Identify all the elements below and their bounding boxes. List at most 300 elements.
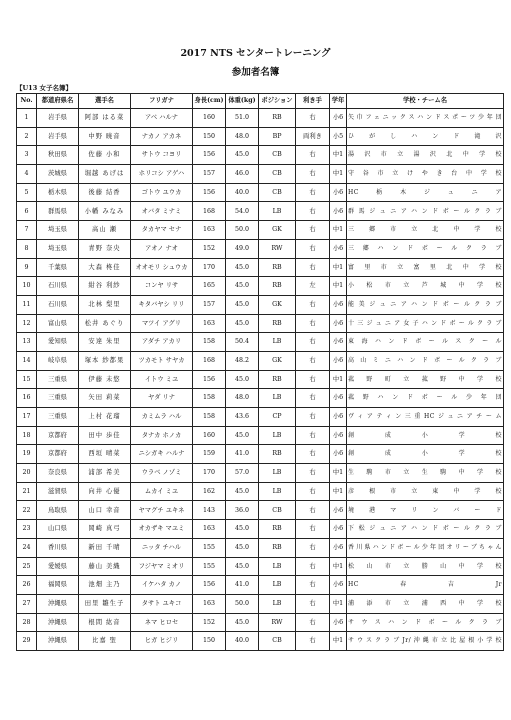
- cell-grade: 中1: [330, 482, 347, 501]
- cell-no: 26: [17, 576, 37, 595]
- cell-player-name: 北林 梨里: [79, 295, 131, 314]
- cell-no: 4: [17, 165, 37, 184]
- cell-team: HC栃木ジュニア: [347, 183, 504, 202]
- column-header-team: 学校・チーム名: [347, 94, 504, 109]
- table-row: [17, 277, 504, 296]
- cell-team: 東海ハンドボールスクール: [347, 333, 504, 352]
- cell-position: LB: [259, 464, 296, 483]
- cell-weight: 48.2: [226, 351, 259, 370]
- cell-prefecture: 鳥取県: [37, 501, 79, 520]
- cell-grade: 小6: [330, 445, 347, 464]
- cell-grade: 中1: [330, 464, 347, 483]
- cell-prefecture: 岩手県: [37, 127, 79, 146]
- cell-team: サウスクラブJr/沖縄市立比屋根小学校: [347, 632, 504, 651]
- cell-no: 21: [17, 482, 37, 501]
- cell-no: 23: [17, 520, 37, 539]
- cell-furigana: オカザキ マユミ: [131, 520, 193, 539]
- cell-weight: 40.0: [226, 183, 259, 202]
- cell-team: 十三ジュニア女子ハンドボールクラブ: [347, 314, 504, 333]
- cell-position: CB: [259, 632, 296, 651]
- table-row: [17, 370, 504, 389]
- cell-no: 11: [17, 295, 37, 314]
- cell-player-name: 小幡 みなみ: [79, 202, 131, 221]
- cell-player-name: 新田 千晴: [79, 538, 131, 557]
- cell-position: GK: [259, 351, 296, 370]
- cell-no: 18: [17, 426, 37, 445]
- cell-grade: 小6: [330, 520, 347, 539]
- cell-furigana: アベ ハルナ: [131, 109, 193, 128]
- cell-furigana: オオモリ シュウカ: [131, 258, 193, 277]
- cell-player-name: 向井 心優: [79, 482, 131, 501]
- cell-prefecture: 愛知県: [37, 333, 79, 352]
- cell-furigana: イケハタ カノ: [131, 576, 193, 595]
- cell-weight: 41.0: [226, 576, 259, 595]
- roster-body: [17, 109, 504, 651]
- cell-dominant-hand: 右: [296, 557, 330, 576]
- cell-weight: 36.0: [226, 501, 259, 520]
- cell-furigana: カミムラ ハル: [131, 408, 193, 427]
- cell-team: 松山市立勝山中学校: [347, 557, 504, 576]
- cell-prefecture: 沖縄県: [37, 613, 79, 632]
- cell-weight: 43.6: [226, 408, 259, 427]
- cell-position: CB: [259, 501, 296, 520]
- cell-no: 6: [17, 202, 37, 221]
- cell-dominant-hand: 右: [296, 501, 330, 520]
- table-row: [17, 613, 504, 632]
- cell-position: GK: [259, 221, 296, 240]
- cell-team: 下松ジュニアハンドボールクラブ: [347, 520, 504, 539]
- cell-weight: 49.0: [226, 239, 259, 258]
- cell-position: RB: [259, 277, 296, 296]
- cell-no: 1: [17, 109, 37, 128]
- cell-height: 150: [193, 632, 226, 651]
- cell-no: 9: [17, 258, 37, 277]
- table-row: [17, 183, 504, 202]
- table-row: [17, 109, 504, 128]
- cell-furigana: ヤマグチ ユキネ: [131, 501, 193, 520]
- cell-player-name: 阿部 はる菜: [79, 109, 131, 128]
- cell-team: 創成小学校: [347, 445, 504, 464]
- cell-height: 156: [193, 370, 226, 389]
- cell-grade: 中1: [330, 146, 347, 165]
- cell-no: 10: [17, 277, 37, 296]
- cell-dominant-hand: 右: [296, 370, 330, 389]
- cell-team: 香川県ハンドボール少年団オリーブちゃん: [347, 538, 504, 557]
- cell-dominant-hand: 右: [296, 520, 330, 539]
- cell-position: RB: [259, 445, 296, 464]
- table-row: [17, 576, 504, 595]
- cell-prefecture: 石川県: [37, 295, 79, 314]
- cell-player-name: 比嘉 聖: [79, 632, 131, 651]
- cell-no: 12: [17, 314, 37, 333]
- cell-grade: 中1: [330, 277, 347, 296]
- cell-weight: 41.0: [226, 445, 259, 464]
- cell-furigana: アオノ ナオ: [131, 239, 193, 258]
- cell-furigana: マツイ アグリ: [131, 314, 193, 333]
- cell-team: サウスハンドボールクラブ: [347, 613, 504, 632]
- table-row: [17, 594, 504, 613]
- cell-no: 5: [17, 183, 37, 202]
- cell-furigana: アダチ アカリ: [131, 333, 193, 352]
- cell-grade: 中1: [330, 557, 347, 576]
- cell-height: 156: [193, 183, 226, 202]
- cell-dominant-hand: 右: [296, 165, 330, 184]
- cell-team: ヴィアティン三重HCジュニアチーム: [347, 408, 504, 427]
- table-row: [17, 520, 504, 539]
- cell-dominant-hand: 右: [296, 183, 330, 202]
- cell-grade: 中1: [330, 165, 347, 184]
- cell-dominant-hand: 右: [296, 613, 330, 632]
- table-row: [17, 127, 504, 146]
- cell-prefecture: 奈良県: [37, 464, 79, 483]
- cell-weight: 57.0: [226, 464, 259, 483]
- cell-prefecture: 岐阜県: [37, 351, 79, 370]
- cell-height: 163: [193, 594, 226, 613]
- table-row: [17, 557, 504, 576]
- cell-grade: 小6: [330, 408, 347, 427]
- cell-height: 170: [193, 464, 226, 483]
- cell-prefecture: 三重県: [37, 389, 79, 408]
- cell-team: 湯沢市立湯沢北中学校: [347, 146, 504, 165]
- cell-grade: 小6: [330, 314, 347, 333]
- cell-furigana: オバタ ミナミ: [131, 202, 193, 221]
- column-header-prefecture: 都道府県名: [37, 94, 79, 109]
- cell-grade: 小5: [330, 127, 347, 146]
- cell-grade: 中1: [330, 594, 347, 613]
- cell-no: 17: [17, 408, 37, 427]
- cell-weight: 50.4: [226, 333, 259, 352]
- cell-furigana: ニシガキ ハルナ: [131, 445, 193, 464]
- cell-dominant-hand: 右: [296, 221, 330, 240]
- cell-dominant-hand: 右: [296, 314, 330, 333]
- cell-no: 22: [17, 501, 37, 520]
- cell-position: LB: [259, 333, 296, 352]
- cell-height: 162: [193, 482, 226, 501]
- cell-furigana: タカヤマ セナ: [131, 221, 193, 240]
- cell-weight: 45.0: [226, 482, 259, 501]
- cell-player-name: 山口 幸音: [79, 501, 131, 520]
- cell-dominant-hand: 右: [296, 295, 330, 314]
- cell-team: 守谷市立けやき台中学校: [347, 165, 504, 184]
- cell-prefecture: 香川県: [37, 538, 79, 557]
- cell-furigana: フジヤマ ミオリ: [131, 557, 193, 576]
- cell-furigana: ウラベ ノゾミ: [131, 464, 193, 483]
- cell-dominant-hand: 右: [296, 408, 330, 427]
- cell-dominant-hand: 両利き: [296, 127, 330, 146]
- cell-weight: 46.0: [226, 165, 259, 184]
- cell-player-name: 青野 奈央: [79, 239, 131, 258]
- cell-grade: 小6: [330, 426, 347, 445]
- cell-position: LB: [259, 557, 296, 576]
- cell-no: 14: [17, 351, 37, 370]
- cell-height: 157: [193, 165, 226, 184]
- cell-height: 156: [193, 576, 226, 595]
- cell-weight: 45.0: [226, 538, 259, 557]
- cell-prefecture: 石川県: [37, 277, 79, 296]
- cell-weight: 45.0: [226, 314, 259, 333]
- cell-dominant-hand: 右: [296, 464, 330, 483]
- cell-prefecture: 京都府: [37, 426, 79, 445]
- table-row: [17, 445, 504, 464]
- cell-height: 160: [193, 109, 226, 128]
- cell-dominant-hand: 右: [296, 538, 330, 557]
- cell-dominant-hand: 右: [296, 258, 330, 277]
- cell-prefecture: 栃木県: [37, 183, 79, 202]
- cell-prefecture: 富山県: [37, 314, 79, 333]
- cell-weight: 50.0: [226, 221, 259, 240]
- cell-weight: 40.0: [226, 632, 259, 651]
- table-row: [17, 239, 504, 258]
- cell-player-name: 後藤 結香: [79, 183, 131, 202]
- table-row: [17, 165, 504, 184]
- table-row: [17, 501, 504, 520]
- cell-dominant-hand: 右: [296, 576, 330, 595]
- cell-player-name: 中野 暁音: [79, 127, 131, 146]
- cell-furigana: ネマ ヒロセ: [131, 613, 193, 632]
- column-header-no: No.: [17, 94, 37, 109]
- cell-grade: 小6: [330, 239, 347, 258]
- cell-player-name: 西垣 晴菜: [79, 445, 131, 464]
- cell-height: 158: [193, 333, 226, 352]
- cell-player-name: 池畑 主乃: [79, 576, 131, 595]
- cell-no: 13: [17, 333, 37, 352]
- cell-dominant-hand: 右: [296, 426, 330, 445]
- cell-weight: 45.0: [226, 520, 259, 539]
- column-header-player-name: 選手名: [79, 94, 131, 109]
- column-header-furigana: フリガナ: [131, 94, 193, 109]
- cell-prefecture: 岩手県: [37, 109, 79, 128]
- table-row: [17, 146, 504, 165]
- cell-team: 創成小学校: [347, 426, 504, 445]
- column-header-grade: 学年: [330, 94, 347, 109]
- cell-height: 152: [193, 239, 226, 258]
- cell-dominant-hand: 右: [296, 202, 330, 221]
- cell-weight: 54.0: [226, 202, 259, 221]
- cell-weight: 45.0: [226, 258, 259, 277]
- cell-team: 矢巾フェニックスハンドスポーツ少年団: [347, 109, 504, 128]
- column-header-weight: 体重(kg): [226, 94, 259, 109]
- cell-dominant-hand: 右: [296, 351, 330, 370]
- table-row: [17, 464, 504, 483]
- cell-position: LB: [259, 594, 296, 613]
- cell-team: 菰野ハンドボール少年団: [347, 389, 504, 408]
- column-header-height: 身長(cm): [193, 94, 226, 109]
- cell-player-name: 松井 あぐり: [79, 314, 131, 333]
- cell-prefecture: 群馬県: [37, 202, 79, 221]
- cell-no: 24: [17, 538, 37, 557]
- cell-prefecture: 山口県: [37, 520, 79, 539]
- cell-team: 三郷市立北中学校: [347, 221, 504, 240]
- cell-weight: 45.0: [226, 426, 259, 445]
- table-row: [17, 389, 504, 408]
- cell-weight: 45.0: [226, 557, 259, 576]
- cell-grade: 小6: [330, 538, 347, 557]
- cell-team: 菰野町立菰野中学校: [347, 370, 504, 389]
- cell-prefecture: 埼玉県: [37, 239, 79, 258]
- cell-no: 15: [17, 370, 37, 389]
- cell-team: 群馬ジュニアハンドボールクラブ: [347, 202, 504, 221]
- cell-player-name: 岡崎 真弓: [79, 520, 131, 539]
- cell-furigana: タサト ユキコ: [131, 594, 193, 613]
- cell-team: ひがしハンド滝沢: [347, 127, 504, 146]
- table-row: [17, 351, 504, 370]
- cell-no: 7: [17, 221, 37, 240]
- cell-furigana: タナカ ホノカ: [131, 426, 193, 445]
- column-header-dominant-hand: 利き手: [296, 94, 330, 109]
- table-row: [17, 538, 504, 557]
- cell-height: 165: [193, 277, 226, 296]
- cell-team: 浦添市立浦西中学校: [347, 594, 504, 613]
- cell-player-name: 高山 瀬: [79, 221, 131, 240]
- table-row: [17, 632, 504, 651]
- cell-no: 20: [17, 464, 37, 483]
- cell-grade: 中1: [330, 632, 347, 651]
- cell-no: 19: [17, 445, 37, 464]
- cell-team: 富里市立富里北中学校: [347, 258, 504, 277]
- cell-grade: 中1: [330, 258, 347, 277]
- table-header-row: [17, 94, 504, 109]
- cell-player-name: 伊藤 未悠: [79, 370, 131, 389]
- cell-furigana: キタバヤシ リリ: [131, 295, 193, 314]
- cell-prefecture: 茨城県: [37, 165, 79, 184]
- cell-height: 158: [193, 389, 226, 408]
- section-label: 【U13 女子名簿】: [16, 84, 72, 92]
- cell-furigana: ヤダ リナ: [131, 389, 193, 408]
- cell-player-name: 矢田 莉菜: [79, 389, 131, 408]
- cell-player-name: 上村 花瑠: [79, 408, 131, 427]
- cell-grade: 小6: [330, 389, 347, 408]
- cell-player-name: 田中 歩佳: [79, 426, 131, 445]
- cell-furigana: ニッタ チハル: [131, 538, 193, 557]
- cell-position: BP: [259, 127, 296, 146]
- cell-furigana: ムカイ ミユ: [131, 482, 193, 501]
- cell-no: 16: [17, 389, 37, 408]
- cell-prefecture: 秋田県: [37, 146, 79, 165]
- cell-team: 高山ミニハンドボールクラブ: [347, 351, 504, 370]
- cell-dominant-hand: 右: [296, 109, 330, 128]
- cell-position: CB: [259, 183, 296, 202]
- cell-position: CB: [259, 146, 296, 165]
- table-row: [17, 333, 504, 352]
- cell-prefecture: 京都府: [37, 445, 79, 464]
- cell-team: 能美ジュニアハンドボールクラブ: [347, 295, 504, 314]
- cell-weight: 51.0: [226, 109, 259, 128]
- cell-no: 29: [17, 632, 37, 651]
- cell-prefecture: 千葉県: [37, 258, 79, 277]
- cell-furigana: ゴトウ ユウカ: [131, 183, 193, 202]
- cell-position: RW: [259, 239, 296, 258]
- cell-prefecture: 沖縄県: [37, 594, 79, 613]
- cell-prefecture: 滋賀県: [37, 482, 79, 501]
- page-title: 2017 NTS センタートレーニング: [180, 48, 331, 59]
- table-row: [17, 408, 504, 427]
- cell-dominant-hand: 右: [296, 482, 330, 501]
- cell-prefecture: 福岡県: [37, 576, 79, 595]
- cell-player-name: 田里 雛生子: [79, 594, 131, 613]
- cell-position: RB: [259, 370, 296, 389]
- cell-height: 150: [193, 127, 226, 146]
- cell-prefecture: 三重県: [37, 370, 79, 389]
- cell-position: RB: [259, 520, 296, 539]
- cell-height: 163: [193, 520, 226, 539]
- cell-weight: 45.0: [226, 295, 259, 314]
- cell-height: 152: [193, 613, 226, 632]
- cell-team: 生駒市立生駒中学校: [347, 464, 504, 483]
- table-row: [17, 314, 504, 333]
- cell-position: LB: [259, 576, 296, 595]
- cell-grade: 小6: [330, 183, 347, 202]
- cell-height: 160: [193, 426, 226, 445]
- cell-grade: 小6: [330, 109, 347, 128]
- table-row: [17, 295, 504, 314]
- cell-position: LB: [259, 202, 296, 221]
- cell-weight: 45.0: [226, 277, 259, 296]
- cell-furigana: ホリコシ アゲハ: [131, 165, 193, 184]
- cell-dominant-hand: 右: [296, 333, 330, 352]
- cell-player-name: 藤山 美織: [79, 557, 131, 576]
- cell-team: 彦根市立東中学校: [347, 482, 504, 501]
- table-row: [17, 426, 504, 445]
- cell-weight: 45.0: [226, 146, 259, 165]
- cell-player-name: 浦部 希美: [79, 464, 131, 483]
- table-row: [17, 202, 504, 221]
- cell-weight: 45.0: [226, 370, 259, 389]
- cell-dominant-hand: 右: [296, 445, 330, 464]
- cell-furigana: サトウ コヨリ: [131, 146, 193, 165]
- cell-position: CB: [259, 165, 296, 184]
- cell-grade: 小6: [330, 576, 347, 595]
- cell-grade: 小6: [330, 613, 347, 632]
- cell-furigana: コンヤ リサ: [131, 277, 193, 296]
- cell-player-name: 堀越 あげは: [79, 165, 131, 184]
- table-row: [17, 482, 504, 501]
- cell-player-name: 根間 紘音: [79, 613, 131, 632]
- cell-height: 168: [193, 202, 226, 221]
- cell-team: 小松市立芦城中学校: [347, 277, 504, 296]
- cell-dominant-hand: 右: [296, 632, 330, 651]
- cell-weight: 48.0: [226, 389, 259, 408]
- cell-furigana: ナカノ アカネ: [131, 127, 193, 146]
- cell-height: 163: [193, 314, 226, 333]
- cell-prefecture: 沖縄県: [37, 632, 79, 651]
- cell-dominant-hand: 左: [296, 277, 330, 296]
- cell-position: LB: [259, 426, 296, 445]
- cell-team: 三郷ハンドボールクラブ: [347, 239, 504, 258]
- cell-position: RB: [259, 109, 296, 128]
- cell-dominant-hand: 右: [296, 146, 330, 165]
- cell-dominant-hand: 右: [296, 239, 330, 258]
- cell-prefecture: 三重県: [37, 408, 79, 427]
- cell-no: 3: [17, 146, 37, 165]
- table-row: [17, 258, 504, 277]
- cell-no: 8: [17, 239, 37, 258]
- cell-height: 163: [193, 221, 226, 240]
- roster-table: [16, 93, 504, 651]
- cell-position: RW: [259, 613, 296, 632]
- cell-grade: 中1: [330, 370, 347, 389]
- cell-position: GK: [259, 295, 296, 314]
- cell-player-name: 安達 朱里: [79, 333, 131, 352]
- cell-grade: 中1: [330, 221, 347, 240]
- cell-team: HC春吉Jr: [347, 576, 504, 595]
- cell-height: 159: [193, 445, 226, 464]
- cell-no: 2: [17, 127, 37, 146]
- cell-player-name: 紺谷 利紗: [79, 277, 131, 296]
- cell-no: 27: [17, 594, 37, 613]
- cell-player-name: 大森 柊佳: [79, 258, 131, 277]
- cell-furigana: イトウ ミユ: [131, 370, 193, 389]
- cell-height: 156: [193, 146, 226, 165]
